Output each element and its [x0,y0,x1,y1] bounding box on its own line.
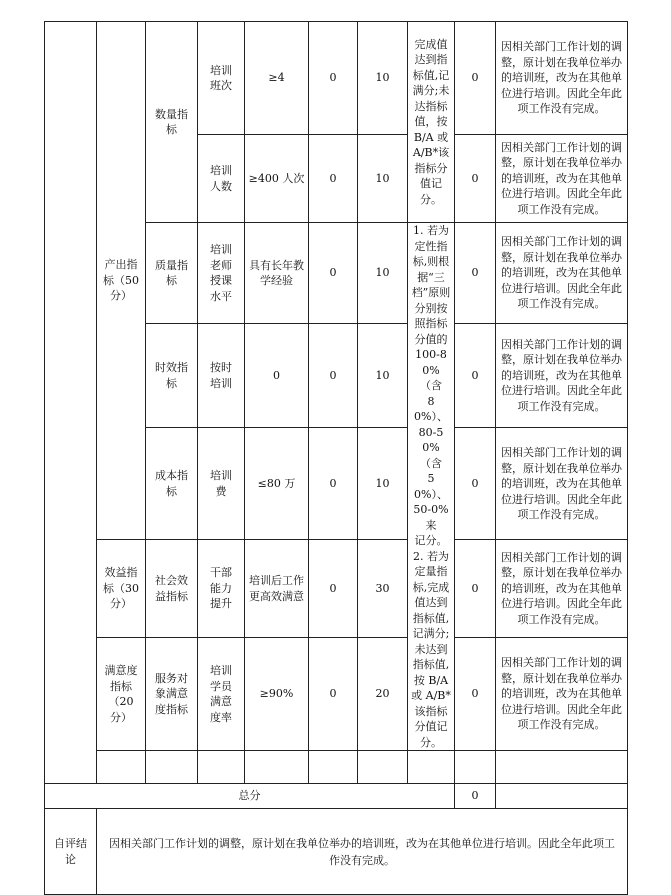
blank-cell [408,751,455,784]
sub-indicator-quantity: 数量指 标 [146,22,198,223]
actual-value: 0 [309,324,358,428]
weight-value: 10 [358,135,408,223]
weight-value: 30 [358,540,408,638]
performance-evaluation-table [44,21,628,895]
remark-text: 因相关部门工作计划的调整，原计划在我单位举办的培训班，改为在其他单位进行培训。因此全年此项工作没有完成。 [496,22,628,135]
score-value: 0 [455,22,496,135]
weight-value: 10 [358,324,408,428]
sub-indicator-satisfaction: 服务对 象满意 度指标 [146,638,198,751]
remark-text: 因相关部门工作计划的调整，原计划在我单位举办的培训班，改为在其他单位进行培训。因此全年此项工作没有完成。 [496,540,628,638]
score-value: 0 [455,540,496,638]
sub-indicator-social: 社会效 益指标 [146,540,198,638]
actual-value: 0 [309,223,358,324]
target-value: ≤80 万 [245,428,309,540]
total-row [45,784,628,809]
self-eval-text: 因相关部门工作计划的调整，原计划在我单位举办的培训班，改为在其他单位进行培训。因此全年此项工作没有完成。 [97,809,628,895]
blank-cell [455,751,496,784]
table-row [45,540,628,638]
scoring-method-quantity: 完成值 达到指 标值,记 满分;未 达指标 值，按 B/A 或 A/B*该 指标分 值记分。 [408,22,455,223]
sub-indicator-quality: 质量指 标 [146,223,198,324]
target-value: 培训后工作 更高效满意 [245,540,309,638]
weight-value: 10 [358,223,408,324]
actual-value: 0 [309,428,358,540]
score-value: 0 [455,324,496,428]
blank-cell [245,751,309,784]
weight-value: 20 [358,638,408,751]
self-eval-row [45,809,628,895]
target-value: ≥4 [245,22,309,135]
remark-text: 因相关部门工作计划的调整，原计划在我单位举办的培训班，改为在其他单位进行培训。因此全年此项工作没有完成。 [496,324,628,428]
indicator-name: 培训 人数 [198,135,245,223]
empty-row [45,751,628,784]
self-eval-label: 自评结 论 [45,809,97,895]
blank-cell [309,751,358,784]
indicator-name: 培训 班次 [198,22,245,135]
target-value: ≥400 人次 [245,135,309,223]
indicator-name: 培训 老师 授课 水平 [198,223,245,324]
remark-text: 因相关部门工作计划的调整，原计划在我单位举办的培训班，改为在其他单位进行培训。因此全年此项工作没有完成。 [496,638,628,751]
blank-cell [358,751,408,784]
indicator-name: 培训 学员 满意 度率 [198,638,245,751]
indicator-name: 按时 培训 [198,324,245,428]
weight-value: 10 [358,22,408,135]
blank-cell [45,22,97,784]
actual-value: 0 [309,22,358,135]
indicator-name: 干部 能力 提升 [198,540,245,638]
blank-cell [198,751,245,784]
blank-cell [97,751,146,784]
table-row [45,638,628,751]
group-output-label: 产出指 标（50 分） [97,22,146,540]
actual-value: 0 [309,638,358,751]
target-value: 具有长年教 学经验 [245,223,309,324]
total-score: 0 [455,784,496,809]
score-value: 0 [455,135,496,223]
total-label: 总分 [45,784,455,809]
target-value: ≥90% [245,638,309,751]
actual-value: 0 [309,135,358,223]
group-benefit-label: 效益指 标（30 分） [97,540,146,638]
blank-cell [496,784,628,809]
remark-text: 因相关部门工作计划的调整，原计划在我单位举办的培训班，改为在其他单位进行培训。因此全年此项工作没有完成。 [496,135,628,223]
score-value: 0 [455,223,496,324]
scoring-method-general: 1. 若为 定性指 标,则根 据“三 档”原则 分别按 照指标 分值的 100-80% （含 80%）、 80-50% （含 50%）、 50-0%来 记分。 2. 若为 定量指 标,完成 值达到 指标值, 记满分; 未达到 指标值, 按 B/A 或 A/B* 该指标 分值记 分。 [408,223,455,751]
remark-text: 因相关部门工作计划的调整，原计划在我单位举办的培训班，改为在其他单位进行培训。因此全年此项工作没有完成。 [496,223,628,324]
sub-indicator-timeliness: 时效指 标 [146,324,198,428]
blank-cell [496,751,628,784]
target-value: 0 [245,324,309,428]
score-value: 0 [455,428,496,540]
score-value: 0 [455,638,496,751]
actual-value: 0 [309,540,358,638]
group-satisfaction-label: 满意度 指标 （20 分） [97,638,146,751]
remark-text: 因相关部门工作计划的调整，原计划在我单位举办的培训班，改为在其他单位进行培训。因此全年此项工作没有完成。 [496,428,628,540]
weight-value: 10 [358,428,408,540]
table-row [45,22,628,135]
sub-indicator-cost: 成本指 标 [146,428,198,540]
blank-cell [146,751,198,784]
indicator-name: 培训 费 [198,428,245,540]
